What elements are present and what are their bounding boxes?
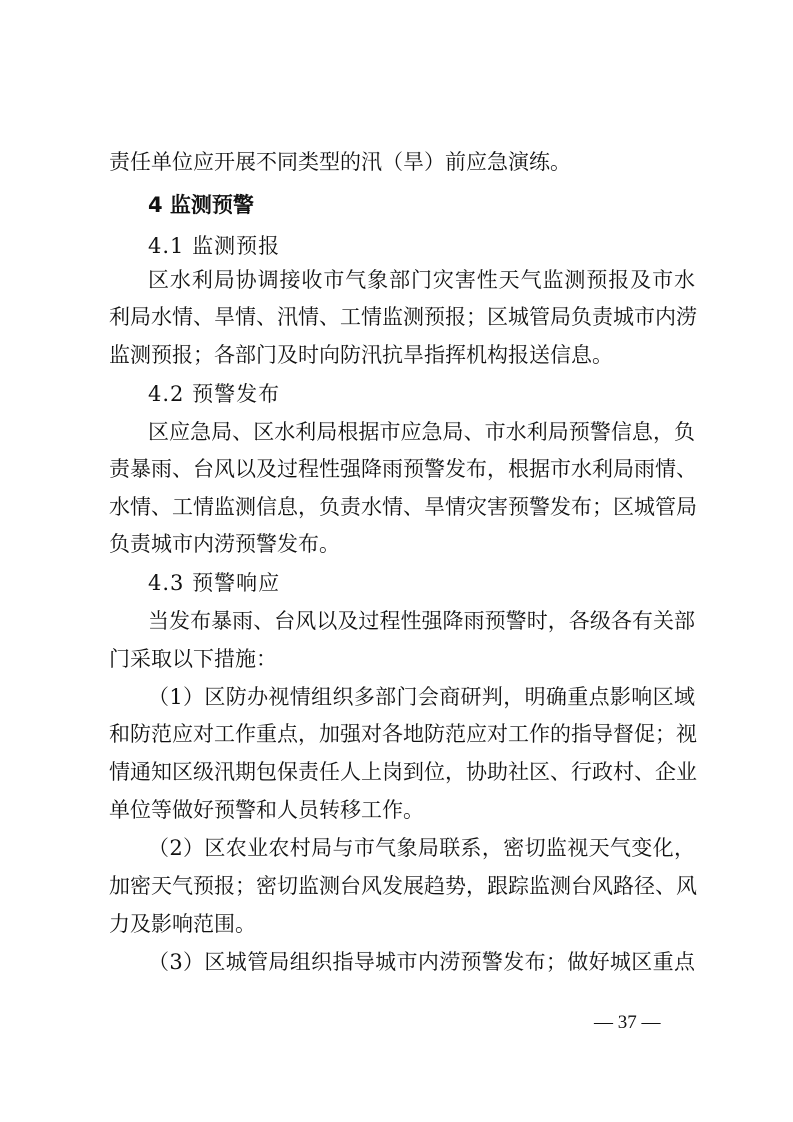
subsection-heading: 4.1 监测预报 xyxy=(148,234,281,258)
paragraph-line: 加密天气预报；密切监测台风发展趋势，跟踪监测台风路径、风 xyxy=(109,874,697,898)
paragraph-line: 利局水情、旱情、汛情、工情监测预报；区城管局负责城市内涝 xyxy=(109,305,697,329)
paragraph-line: 水情、工情监测信息，负责水情、旱情灾害预警发布；区城管局 xyxy=(109,495,697,519)
paragraph-line: 和防范应对工作重点，加强对各地防范应对工作的指导督促；视 xyxy=(109,722,697,746)
paragraph-line: 区应急局、区水利局根据市应急局、市水利局预警信息，负 xyxy=(148,420,695,444)
subsection-heading: 4.3 预警响应 xyxy=(148,571,281,595)
page-number: — 37 — xyxy=(594,1012,661,1033)
paragraph-line: 单位等做好预警和人员转移工作。 xyxy=(109,798,424,822)
paragraph-line: 监测预报；各部门及时向防汛抗旱指挥机构报送信息。 xyxy=(109,343,613,367)
section-heading: 4 监测预警 xyxy=(148,193,254,217)
paragraph-line: （2）区农业农村局与市气象局联系，密切监视天气变化， xyxy=(148,836,695,860)
paragraph-line: 情通知区级汛期包保责任人上岗到位，协助社区、行政村、企业 xyxy=(109,760,697,784)
paragraph-line: 负责城市内涝预警发布。 xyxy=(109,532,340,556)
subsection-heading: 4.2 预警发布 xyxy=(148,382,281,406)
paragraph-line: 责暴雨、台风以及过程性强降雨预警发布，根据市水利局雨情、 xyxy=(109,457,697,481)
paragraph-line: 力及影响范围。 xyxy=(109,912,256,936)
paragraph-line: （1）区防办视情组织多部门会商研判，明确重点影响区域 xyxy=(148,685,695,709)
paragraph-line: （3）区城管局组织指导城市内涝预警发布；做好城区重点 xyxy=(148,950,695,974)
paragraph-line: 门采取以下措施： xyxy=(109,647,277,671)
paragraph-line: 当发布暴雨、台风以及过程性强降雨预警时，各级各有关部 xyxy=(148,609,695,633)
paragraph-line: 区水利局协调接收市气象部门灾害性天气监测预报及市水 xyxy=(148,268,695,292)
paragraph-line: 责任单位应开展不同类型的汛（旱）前应急演练。 xyxy=(109,150,571,174)
